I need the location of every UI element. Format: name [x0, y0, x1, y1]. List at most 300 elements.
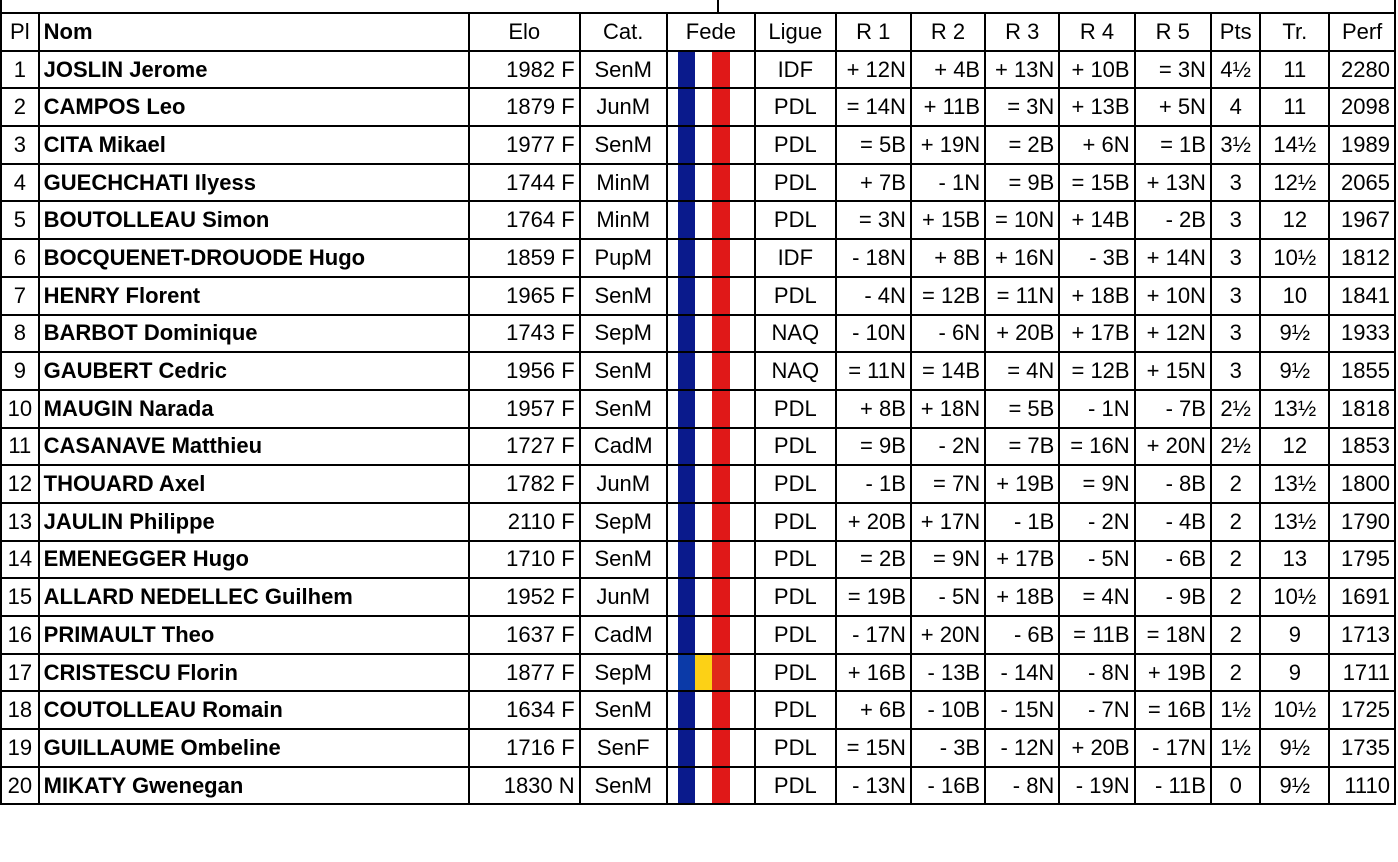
- round-3-cell: = 2B: [985, 126, 1059, 164]
- rank-cell: 7: [1, 277, 39, 315]
- player-name-cell: CRISTESCU Florin: [39, 654, 469, 692]
- table-row: [1, 691, 1395, 729]
- points-cell: 1½: [1211, 691, 1260, 729]
- rank-cell: 14: [1, 541, 39, 579]
- round-1-cell: = 19B: [836, 578, 911, 616]
- round-3-cell: - 15N: [985, 691, 1059, 729]
- player-name-cell: CASANAVE Matthieu: [39, 428, 469, 466]
- elo-cell: 1727 F: [469, 428, 580, 466]
- rank-cell: 17: [1, 654, 39, 692]
- round-1-cell: + 12N: [836, 51, 911, 89]
- round-5-cell: + 12N: [1135, 315, 1211, 353]
- league-cell: PDL: [755, 277, 836, 315]
- round-2-cell: - 5N: [911, 578, 985, 616]
- elo-cell: 1957 F: [469, 390, 580, 428]
- round-2-cell: = 12B: [911, 277, 985, 315]
- round-5-cell: + 5N: [1135, 88, 1211, 126]
- performance-cell: 2098: [1329, 88, 1395, 126]
- round-1-cell: = 2B: [836, 541, 911, 579]
- round-2-cell: - 10B: [911, 691, 985, 729]
- performance-cell: 1853: [1329, 428, 1395, 466]
- tiebreak-cell: 13½: [1260, 503, 1329, 541]
- category-cell: SepM: [580, 654, 667, 692]
- league-cell: IDF: [755, 51, 836, 89]
- round-4-cell: - 1N: [1059, 390, 1134, 428]
- elo-cell: 1637 F: [469, 616, 580, 654]
- performance-cell: 1967: [1329, 201, 1395, 239]
- league-cell: PDL: [755, 729, 836, 767]
- round-5-cell: + 15N: [1135, 352, 1211, 390]
- round-1-cell: + 6B: [836, 691, 911, 729]
- points-cell: 3: [1211, 277, 1260, 315]
- category-cell: MinM: [580, 201, 667, 239]
- round-2-cell: - 3B: [911, 729, 985, 767]
- league-cell: PDL: [755, 616, 836, 654]
- elo-cell: 1743 F: [469, 315, 580, 353]
- elo-cell: 1744 F: [469, 164, 580, 202]
- round-4-cell: = 4N: [1059, 578, 1134, 616]
- round-4-cell: - 7N: [1059, 691, 1134, 729]
- tiebreak-cell: 11: [1260, 51, 1329, 89]
- federation-flag-cell: [667, 88, 755, 126]
- round-1-cell: = 3N: [836, 201, 911, 239]
- round-2-cell: + 17N: [911, 503, 985, 541]
- round-3-cell: + 17B: [985, 541, 1059, 579]
- round-1-cell: = 15N: [836, 729, 911, 767]
- federation-flag-cell: [667, 616, 755, 654]
- player-name-cell: GAUBERT Cedric: [39, 352, 469, 390]
- round-4-cell: = 9N: [1059, 465, 1134, 503]
- category-cell: SenM: [580, 126, 667, 164]
- table-row: [1, 578, 1395, 616]
- tiebreak-cell: 11: [1260, 88, 1329, 126]
- round-4-cell: + 10B: [1059, 51, 1134, 89]
- round-3-cell: - 14N: [985, 654, 1059, 692]
- round-3-cell: + 13N: [985, 51, 1059, 89]
- round-5-cell: - 4B: [1135, 503, 1211, 541]
- federation-flag-cell: [667, 390, 755, 428]
- federation-flag-cell: [667, 691, 755, 729]
- round-1-cell: + 8B: [836, 390, 911, 428]
- round-2-cell: = 9N: [911, 541, 985, 579]
- federation-flag-cell: [667, 767, 755, 805]
- round-4-cell: + 17B: [1059, 315, 1134, 353]
- federation-flag-cell: [667, 164, 755, 202]
- player-name-cell: COUTOLLEAU Romain: [39, 691, 469, 729]
- table-row: [1, 51, 1395, 89]
- elo-cell: 1879 F: [469, 88, 580, 126]
- category-cell: SenM: [580, 352, 667, 390]
- flag-icon: [678, 278, 730, 314]
- elo-cell: 1859 F: [469, 239, 580, 277]
- flag-icon: [678, 353, 730, 389]
- rank-cell: 12: [1, 465, 39, 503]
- points-cell: 2: [1211, 503, 1260, 541]
- points-cell: 3: [1211, 239, 1260, 277]
- flag-icon: [678, 127, 730, 163]
- round-2-cell: - 2N: [911, 428, 985, 466]
- flag-icon: [678, 52, 730, 88]
- league-cell: PDL: [755, 201, 836, 239]
- table-row: [1, 164, 1395, 202]
- points-cell: 2: [1211, 654, 1260, 692]
- flag-icon: [678, 391, 730, 427]
- elo-cell: 1716 F: [469, 729, 580, 767]
- category-cell: JunM: [580, 578, 667, 616]
- tiebreak-cell: 9: [1260, 654, 1329, 692]
- league-cell: PDL: [755, 691, 836, 729]
- points-cell: 3: [1211, 164, 1260, 202]
- round-1-cell: - 18N: [836, 239, 911, 277]
- league-cell: PDL: [755, 541, 836, 579]
- performance-cell: 1711: [1329, 654, 1395, 692]
- elo-cell: 2110 F: [469, 503, 580, 541]
- flag-icon: [678, 89, 730, 125]
- flag-icon: [678, 240, 730, 276]
- category-cell: PupM: [580, 239, 667, 277]
- player-name-cell: GUILLAUME Ombeline: [39, 729, 469, 767]
- flag-icon: [678, 316, 730, 352]
- federation-flag-cell: [667, 277, 755, 315]
- points-cell: 0: [1211, 767, 1260, 805]
- table-row: [1, 390, 1395, 428]
- col-header-pts: Pts: [1211, 13, 1260, 51]
- round-4-cell: - 5N: [1059, 541, 1134, 579]
- performance-cell: 1841: [1329, 277, 1395, 315]
- round-2-cell: = 14B: [911, 352, 985, 390]
- round-5-cell: = 1B: [1135, 126, 1211, 164]
- round-1-cell: - 10N: [836, 315, 911, 353]
- rank-cell: 2: [1, 88, 39, 126]
- points-cell: 3: [1211, 201, 1260, 239]
- player-name-cell: BARBOT Dominique: [39, 315, 469, 353]
- player-name-cell: MIKATY Gwenegan: [39, 767, 469, 805]
- table-row: [1, 503, 1395, 541]
- elo-cell: 1956 F: [469, 352, 580, 390]
- round-5-cell: - 2B: [1135, 201, 1211, 239]
- round-3-cell: = 9B: [985, 164, 1059, 202]
- table-row: [1, 616, 1395, 654]
- rank-cell: 3: [1, 126, 39, 164]
- points-cell: 2: [1211, 578, 1260, 616]
- league-cell: PDL: [755, 578, 836, 616]
- round-2-cell: = 7N: [911, 465, 985, 503]
- league-cell: PDL: [755, 126, 836, 164]
- round-5-cell: - 8B: [1135, 465, 1211, 503]
- player-name-cell: JAULIN Philippe: [39, 503, 469, 541]
- round-3-cell: - 12N: [985, 729, 1059, 767]
- round-5-cell: - 11B: [1135, 767, 1211, 805]
- round-1-cell: + 7B: [836, 164, 911, 202]
- player-name-cell: PRIMAULT Theo: [39, 616, 469, 654]
- flag-icon: [678, 429, 730, 465]
- round-3-cell: + 20B: [985, 315, 1059, 353]
- round-4-cell: = 15B: [1059, 164, 1134, 202]
- performance-cell: 1691: [1329, 578, 1395, 616]
- federation-flag-cell: [667, 315, 755, 353]
- points-cell: 1½: [1211, 729, 1260, 767]
- performance-cell: 2065: [1329, 164, 1395, 202]
- elo-cell: 1782 F: [469, 465, 580, 503]
- league-cell: NAQ: [755, 315, 836, 353]
- table-row: [1, 541, 1395, 579]
- round-3-cell: - 6B: [985, 616, 1059, 654]
- elo-cell: 1965 F: [469, 277, 580, 315]
- category-cell: JunM: [580, 465, 667, 503]
- league-cell: PDL: [755, 654, 836, 692]
- federation-flag-cell: [667, 428, 755, 466]
- elo-cell: 1830 N: [469, 767, 580, 805]
- round-5-cell: = 18N: [1135, 616, 1211, 654]
- col-header-r5: R 5: [1135, 13, 1211, 51]
- flag-icon: [678, 165, 730, 201]
- tiebreak-cell: 9½: [1260, 767, 1329, 805]
- round-3-cell: = 5B: [985, 390, 1059, 428]
- performance-cell: 1812: [1329, 239, 1395, 277]
- round-4-cell: - 19N: [1059, 767, 1134, 805]
- points-cell: 3½: [1211, 126, 1260, 164]
- league-cell: PDL: [755, 390, 836, 428]
- rank-cell: 20: [1, 767, 39, 805]
- round-5-cell: = 16B: [1135, 691, 1211, 729]
- tiebreak-cell: 12: [1260, 428, 1329, 466]
- table-row: [1, 465, 1395, 503]
- category-cell: JunM: [580, 88, 667, 126]
- rank-cell: 6: [1, 239, 39, 277]
- federation-flag-cell: [667, 126, 755, 164]
- standings-table: [0, 12, 1396, 805]
- round-5-cell: - 9B: [1135, 578, 1211, 616]
- league-cell: PDL: [755, 503, 836, 541]
- round-2-cell: + 11B: [911, 88, 985, 126]
- rank-cell: 9: [1, 352, 39, 390]
- round-2-cell: + 15B: [911, 201, 985, 239]
- col-header-r2: R 2: [911, 13, 985, 51]
- federation-flag-cell: [667, 51, 755, 89]
- round-3-cell: = 11N: [985, 277, 1059, 315]
- federation-flag-cell: [667, 201, 755, 239]
- player-name-cell: ALLARD NEDELLEC Guilhem: [39, 578, 469, 616]
- league-cell: PDL: [755, 767, 836, 805]
- col-header-r3: R 3: [985, 13, 1059, 51]
- category-cell: SenM: [580, 767, 667, 805]
- federation-flag-cell: [667, 654, 755, 692]
- flag-icon: [678, 655, 730, 691]
- player-name-cell: MAUGIN Narada: [39, 390, 469, 428]
- round-2-cell: - 6N: [911, 315, 985, 353]
- federation-flag-cell: [667, 239, 755, 277]
- col-header-cat: Cat.: [580, 13, 667, 51]
- points-cell: 2: [1211, 616, 1260, 654]
- round-3-cell: = 4N: [985, 352, 1059, 390]
- header-row: [1, 13, 1395, 51]
- col-header-ligue: Ligue: [755, 13, 836, 51]
- round-2-cell: - 13B: [911, 654, 985, 692]
- round-1-cell: - 17N: [836, 616, 911, 654]
- round-3-cell: = 7B: [985, 428, 1059, 466]
- player-name-cell: CITA Mikael: [39, 126, 469, 164]
- round-3-cell: = 3N: [985, 88, 1059, 126]
- rank-cell: 15: [1, 578, 39, 616]
- table-row: [1, 352, 1395, 390]
- points-cell: 2: [1211, 541, 1260, 579]
- player-name-cell: HENRY Florent: [39, 277, 469, 315]
- performance-cell: 1110: [1329, 767, 1395, 805]
- round-5-cell: = 3N: [1135, 51, 1211, 89]
- tiebreak-cell: 13: [1260, 541, 1329, 579]
- table-row: [1, 201, 1395, 239]
- round-4-cell: - 8N: [1059, 654, 1134, 692]
- points-cell: 4: [1211, 88, 1260, 126]
- round-3-cell: + 19B: [985, 465, 1059, 503]
- performance-cell: 1800: [1329, 465, 1395, 503]
- flag-icon: [678, 730, 730, 766]
- col-header-pl: Pl: [1, 13, 39, 51]
- performance-cell: 1735: [1329, 729, 1395, 767]
- round-2-cell: + 18N: [911, 390, 985, 428]
- col-header-perf: Perf: [1329, 13, 1395, 51]
- flag-icon: [678, 692, 730, 728]
- points-cell: 3: [1211, 315, 1260, 353]
- round-5-cell: + 14N: [1135, 239, 1211, 277]
- category-cell: SepM: [580, 315, 667, 353]
- elo-cell: 1634 F: [469, 691, 580, 729]
- round-4-cell: = 12B: [1059, 352, 1134, 390]
- col-header-nom: Nom: [39, 13, 469, 51]
- performance-cell: 1790: [1329, 503, 1395, 541]
- round-1-cell: = 9B: [836, 428, 911, 466]
- points-cell: 3: [1211, 352, 1260, 390]
- federation-flag-cell: [667, 352, 755, 390]
- rank-cell: 10: [1, 390, 39, 428]
- round-5-cell: + 20N: [1135, 428, 1211, 466]
- category-cell: SepM: [580, 503, 667, 541]
- performance-cell: 1818: [1329, 390, 1395, 428]
- rank-cell: 18: [1, 691, 39, 729]
- category-cell: SenM: [580, 691, 667, 729]
- round-3-cell: = 10N: [985, 201, 1059, 239]
- col-header-r1: R 1: [836, 13, 911, 51]
- round-4-cell: - 2N: [1059, 503, 1134, 541]
- rank-cell: 19: [1, 729, 39, 767]
- federation-flag-cell: [667, 578, 755, 616]
- category-cell: SenM: [580, 390, 667, 428]
- performance-cell: 1713: [1329, 616, 1395, 654]
- table-row: [1, 126, 1395, 164]
- rank-cell: 11: [1, 428, 39, 466]
- tiebreak-cell: 9½: [1260, 315, 1329, 353]
- round-3-cell: + 18B: [985, 578, 1059, 616]
- table-row: [1, 315, 1395, 353]
- federation-flag-cell: [667, 541, 755, 579]
- performance-cell: 1725: [1329, 691, 1395, 729]
- round-2-cell: + 4B: [911, 51, 985, 89]
- round-5-cell: + 10N: [1135, 277, 1211, 315]
- round-3-cell: - 8N: [985, 767, 1059, 805]
- col-header-r4: R 4: [1059, 13, 1134, 51]
- performance-cell: 1989: [1329, 126, 1395, 164]
- table-row: [1, 428, 1395, 466]
- tiebreak-cell: 9½: [1260, 352, 1329, 390]
- elo-cell: 1977 F: [469, 126, 580, 164]
- rank-cell: 16: [1, 616, 39, 654]
- round-1-cell: - 13N: [836, 767, 911, 805]
- league-cell: IDF: [755, 239, 836, 277]
- round-5-cell: + 19B: [1135, 654, 1211, 692]
- round-4-cell: + 13B: [1059, 88, 1134, 126]
- points-cell: 4½: [1211, 51, 1260, 89]
- elo-cell: 1764 F: [469, 201, 580, 239]
- flag-icon: [678, 466, 730, 502]
- category-cell: MinM: [580, 164, 667, 202]
- league-cell: PDL: [755, 88, 836, 126]
- round-3-cell: + 16N: [985, 239, 1059, 277]
- league-cell: PDL: [755, 164, 836, 202]
- round-4-cell: + 14B: [1059, 201, 1134, 239]
- rank-cell: 13: [1, 503, 39, 541]
- player-name-cell: JOSLIN Jerome: [39, 51, 469, 89]
- tiebreak-cell: 10½: [1260, 239, 1329, 277]
- round-1-cell: = 11N: [836, 352, 911, 390]
- elo-cell: 1710 F: [469, 541, 580, 579]
- player-name-cell: THOUARD Axel: [39, 465, 469, 503]
- round-4-cell: + 20B: [1059, 729, 1134, 767]
- round-4-cell: + 6N: [1059, 126, 1134, 164]
- col-header-fede: Fede: [667, 13, 755, 51]
- round-4-cell: = 16N: [1059, 428, 1134, 466]
- flag-icon: [678, 202, 730, 238]
- round-2-cell: + 8B: [911, 239, 985, 277]
- rank-cell: 1: [1, 51, 39, 89]
- points-cell: 2½: [1211, 428, 1260, 466]
- category-cell: CadM: [580, 616, 667, 654]
- round-5-cell: - 6B: [1135, 541, 1211, 579]
- tiebreak-cell: 13½: [1260, 390, 1329, 428]
- federation-flag-cell: [667, 729, 755, 767]
- standings-body: [1, 51, 1395, 805]
- performance-cell: 1933: [1329, 315, 1395, 353]
- rank-cell: 8: [1, 315, 39, 353]
- performance-cell: 2280: [1329, 51, 1395, 89]
- elo-cell: 1877 F: [469, 654, 580, 692]
- col-header-elo: Elo: [469, 13, 580, 51]
- tiebreak-cell: 12: [1260, 201, 1329, 239]
- tiebreak-cell: 10: [1260, 277, 1329, 315]
- points-cell: 2½: [1211, 390, 1260, 428]
- player-name-cell: GUECHCHATI Ilyess: [39, 164, 469, 202]
- round-1-cell: - 1B: [836, 465, 911, 503]
- elo-cell: 1952 F: [469, 578, 580, 616]
- flag-icon: [678, 617, 730, 653]
- player-name-cell: EMENEGGER Hugo: [39, 541, 469, 579]
- round-1-cell: = 14N: [836, 88, 911, 126]
- category-cell: CadM: [580, 428, 667, 466]
- table-row: [1, 277, 1395, 315]
- tiebreak-cell: 10½: [1260, 691, 1329, 729]
- category-cell: SenM: [580, 51, 667, 89]
- tiebreak-cell: 10½: [1260, 578, 1329, 616]
- player-name-cell: CAMPOS Leo: [39, 88, 469, 126]
- round-5-cell: - 17N: [1135, 729, 1211, 767]
- rank-cell: 4: [1, 164, 39, 202]
- flag-icon: [678, 542, 730, 578]
- league-cell: NAQ: [755, 352, 836, 390]
- table-row: [1, 239, 1395, 277]
- round-1-cell: - 4N: [836, 277, 911, 315]
- round-2-cell: + 20N: [911, 616, 985, 654]
- flag-icon: [678, 504, 730, 540]
- federation-flag-cell: [667, 465, 755, 503]
